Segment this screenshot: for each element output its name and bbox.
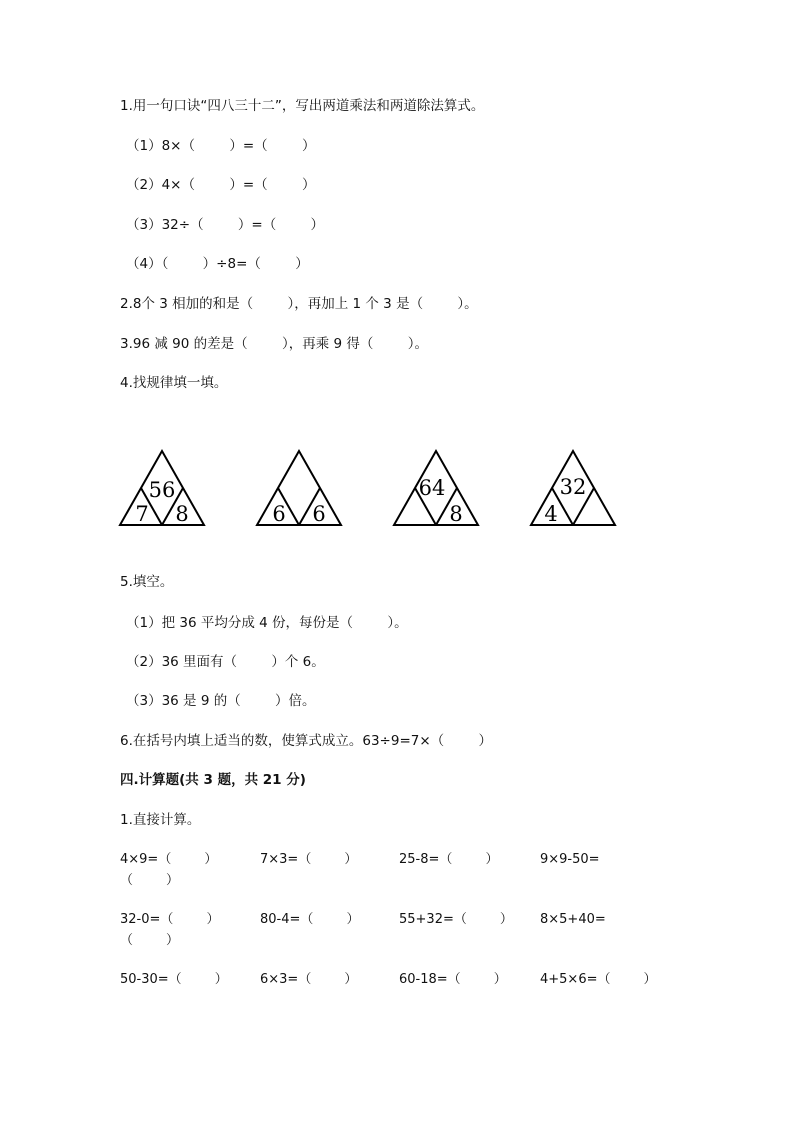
question-1-item-1: （1）8×（ ）=（ ） xyxy=(126,138,316,154)
triangle-2-left-number: 6 xyxy=(272,502,286,526)
calc-item: 50-30=（ ） xyxy=(120,972,228,987)
question-3: 3.96 减 90 的差是（ ），再乘 9 得（ ）。 xyxy=(120,336,428,352)
question-5-item-1: （1）把 36 平均分成 4 份，每份是（ ）。 xyxy=(126,615,408,631)
question-5-title: 5.填空。 xyxy=(120,574,174,590)
question-1-item-4: （4）（ ）÷8=（ ） xyxy=(126,256,309,272)
triangle-1-top-number: 56 xyxy=(148,478,176,502)
question-4-title: 4.找规律填一填。 xyxy=(120,375,228,391)
calc-item: 7×3=（ ） xyxy=(260,852,358,867)
calc-item: 80-4=（ ） xyxy=(260,912,360,927)
triangle-1 xyxy=(120,451,204,526)
question-5-item-3: （3）36 是 9 的（ ）倍。 xyxy=(126,693,316,709)
triangle-3-right-number: 8 xyxy=(449,502,463,526)
calc-item: 8×5+40= xyxy=(540,912,606,927)
section-4-heading: 四.计算题(共 3 题，共 21 分) xyxy=(120,772,306,788)
triangle-3-top-number: 64 xyxy=(418,476,446,500)
calc-item: 32-0=（ ） xyxy=(120,912,220,927)
calc-item: 60-18=（ ） xyxy=(399,972,507,987)
question-1-item-3: （3）32÷（ ）=（ ） xyxy=(126,217,325,233)
triangle-2 xyxy=(257,451,341,526)
triangle-1-right-number: 8 xyxy=(175,502,189,526)
triangle-2-right-number: 6 xyxy=(312,502,326,526)
calc-item: 6×3=（ ） xyxy=(260,972,358,987)
triangle-4-left-number: 4 xyxy=(544,502,558,526)
section-4-question-1-title: 1.直接计算。 xyxy=(120,812,201,828)
triangle-4 xyxy=(531,451,615,526)
calc-item: 4+5×6=（ ） xyxy=(540,972,657,987)
calc-item: 4×9=（ ） xyxy=(120,852,218,867)
triangle-pattern-figure xyxy=(110,445,630,535)
question-6: 6.在括号内填上适当的数，使算式成立。63÷9=7×（ ） xyxy=(120,733,493,749)
calc-item: 9×9-50= xyxy=(540,852,600,867)
question-1-item-2: （2）4×（ ）=（ ） xyxy=(126,177,316,193)
triangle-1-left-number: 7 xyxy=(135,502,149,526)
calc-item: 25-8=（ ） xyxy=(399,852,499,867)
calc-item-wrap: （ ） xyxy=(120,933,180,948)
triangle-4-top-number: 32 xyxy=(559,475,587,499)
calc-item-wrap: （ ） xyxy=(120,873,180,888)
triangle-3 xyxy=(394,451,478,526)
question-5-item-2: （2）36 里面有（ ）个 6。 xyxy=(126,654,325,670)
calc-item: 55+32=（ ） xyxy=(399,912,513,927)
question-2: 2.8个 3 相加的和是（ ），再加上 1 个 3 是（ ）。 xyxy=(120,296,478,312)
question-1-title: 1.用一句口诀“四八三十二”，写出两道乘法和两道除法算式。 xyxy=(120,98,485,114)
